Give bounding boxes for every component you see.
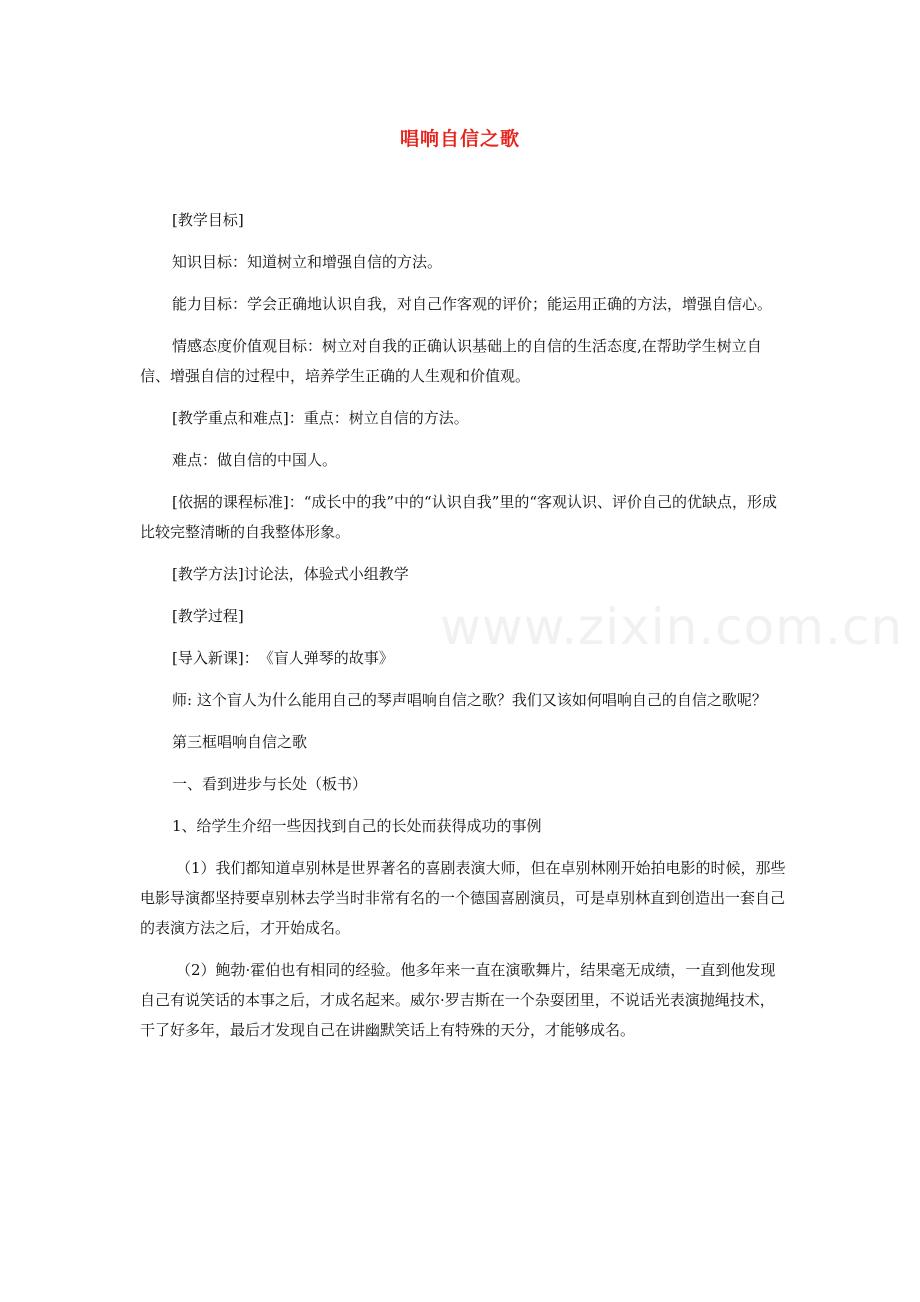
paragraph-ability-goal: 能力目标：学会正确地认识自我，对自己作客观的评价；能运用正确的方法，增强自信心。 — [172, 295, 773, 313]
paragraph-board-heading: 一、看到进步与长处（板书） — [172, 775, 368, 793]
paragraph-teaching-process: [教学过程] — [172, 607, 244, 625]
paragraph-key-points: [教学重点和难点]：重点：树立自信的方法。 — [172, 409, 469, 427]
document-body — [140, 205, 788, 1057]
paragraph-teaching-method: [教学方法]讨论法，体验式小组教学 — [172, 565, 409, 583]
paragraph-example-chaplin: （1）我们都知道卓别林是世界著名的喜剧表演大师，但在卓别林刚开始拍电影的时候，那些电影导演都坚持要卓别林去学当时非常有名的一个德国喜剧演员，可是卓别林直到创造出一套自己的表演方法之后，才开始成名。 — [140, 859, 786, 937]
paragraph-section-title: 第三框唱响自信之歌 — [172, 733, 308, 751]
paragraph-example-bob-hope: （2）鲍勃·霍伯也有相同的经验。他多年来一直在演歌舞片，结果毫无成绩，一直到他发现自己有说笑话的本事之后，才成名起来。威尔·罗吉斯在一个杂耍团里，不说话光表演抛绳技术，干了好多年，最后才发现自己在讲幽默笑话上有特殊的天分，才能够成名。 — [140, 961, 776, 1039]
paragraph-curriculum-standard: [依据的课程标准]：“成长中的我”中的“认识自我”里的“客观认识、评价自己的优缺点，形成比较完整清晰的自我整体形象。 — [140, 493, 778, 541]
paragraph-knowledge-goal: 知识目标：知道树立和增强自信的方法。 — [172, 253, 443, 271]
paragraph-item-1: 1、给学生介绍一些因找到自己的长处而获得成功的事例 — [172, 817, 542, 835]
paragraph-lesson-intro: [导入新课]： 《盲人弹琴的故事》 — [172, 649, 394, 667]
watermark-text: www.zixin.com.cn — [440, 598, 904, 656]
paragraph-emotion-goal: 情感态度价值观目标：树立对自我的正确认识基础上的自信的生活态度,在帮助学生树立自信、增强自信的过程中，培养学生正确的人生观和价值观。 — [140, 337, 762, 385]
document-title: 唱响自信之歌 — [399, 128, 520, 150]
paragraph-difficulty: 难点：做自信的中国人。 — [172, 451, 338, 469]
paragraph-teacher-question: 师: 这个盲人为什么能用自己的琴声唱响自信之歌？我们又该如何唱响自己的自信之歌呢？ — [172, 691, 767, 709]
paragraph-teaching-goals-heading: [教学目标] — [172, 211, 244, 229]
